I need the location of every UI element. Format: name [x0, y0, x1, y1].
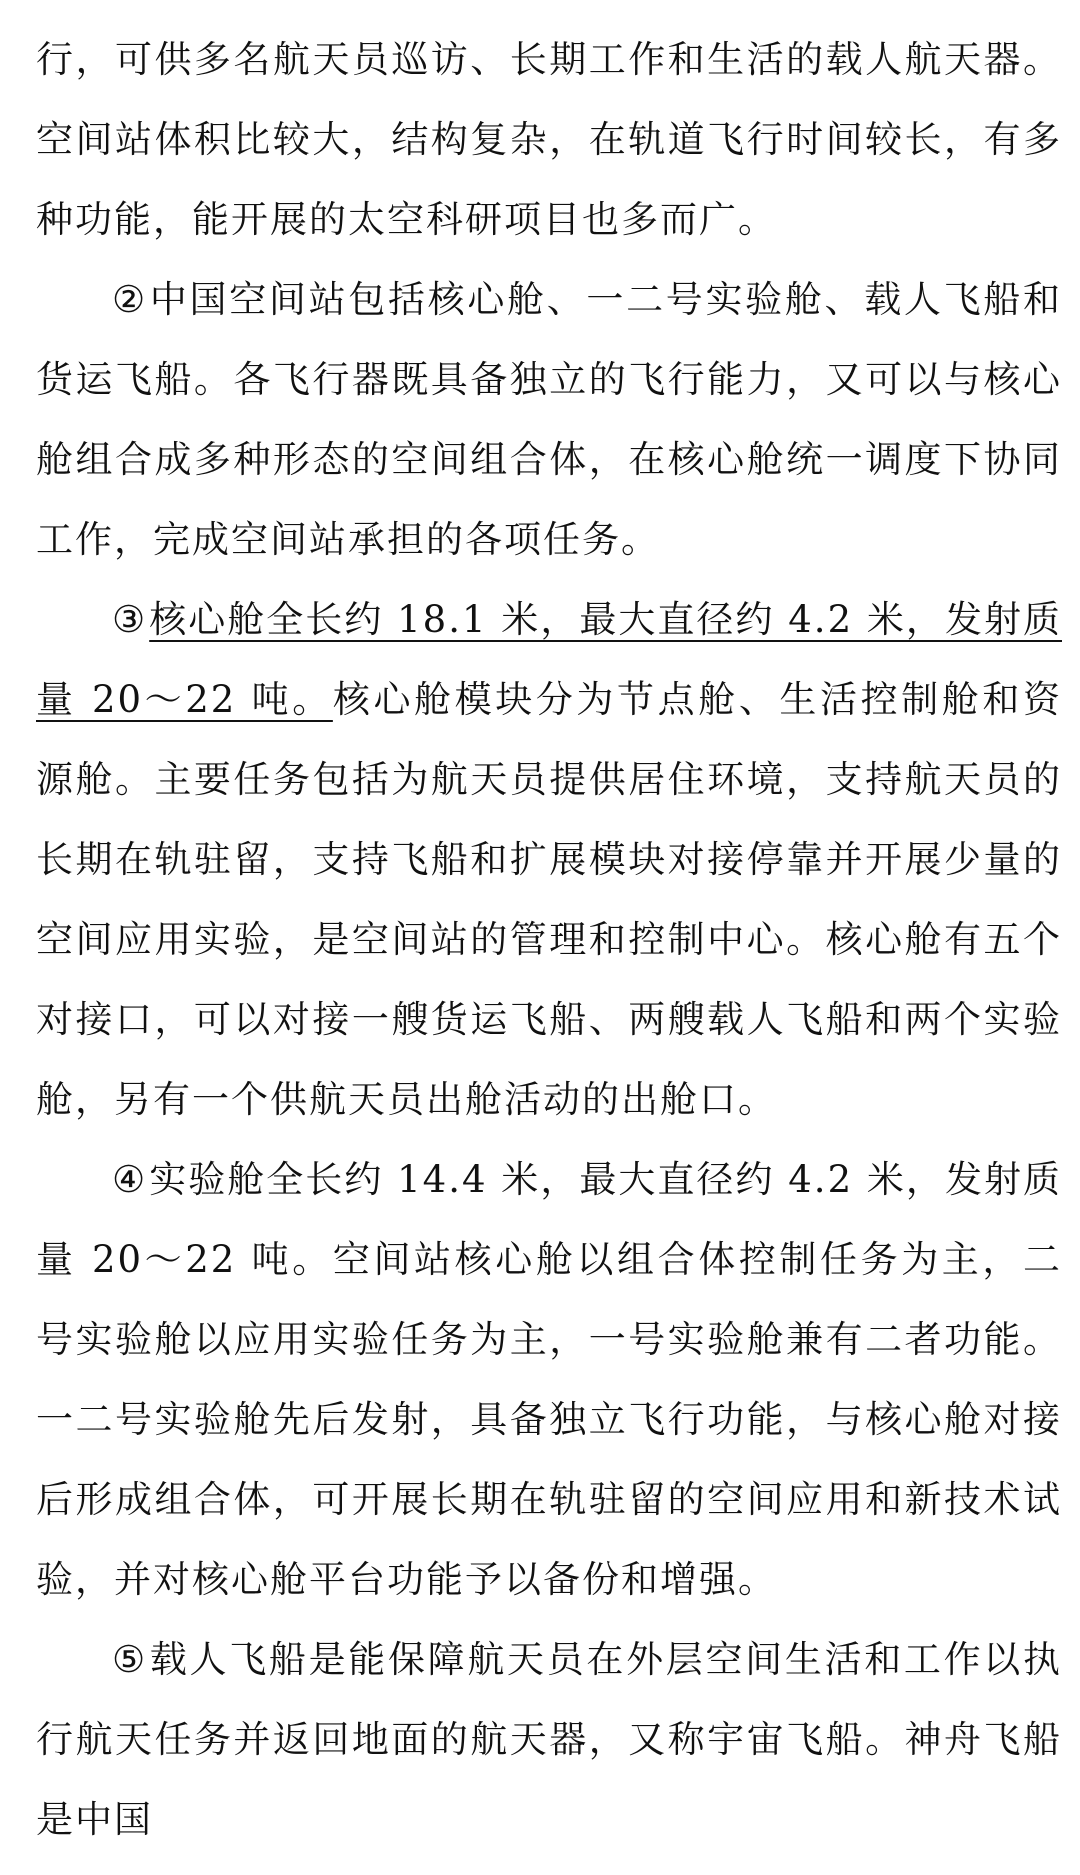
- paragraph-1: [36, 20, 1062, 260]
- paragraph-5: [36, 1620, 1062, 1860]
- paragraph-4-text: 实验舱全长约 14.4 米，最大直径约 4.2 米，发射质量 20～22 吨。空间站核心舱以组合体控制任务为主，二号实验舱以应用实验任务为主，一号实验舱兼有二者功能。一二号实验舱先后发射，具备独立飞行功能，与核心舱对接后形成组合体，可开展长期在轨驻留的空间应用和新技术试验，并对核心舱平台功能予以备份和增强。: [36, 1158, 1062, 1601]
- paragraph-2-text: 中国空间站包括核心舱、一二号实验舱、载人飞船和货运飞船。各飞行器既具备独立的飞行能力，又可以与核心舱组合成多种形态的空间组合体，在核心舱统一调度下协同工作，完成空间站承担的各项任务。: [36, 278, 1062, 561]
- paragraph-3-number: ③: [112, 598, 148, 641]
- paragraph-3: [36, 580, 1062, 1140]
- paragraph-4-number: ④: [112, 1158, 148, 1201]
- paragraph-4: [36, 1140, 1062, 1620]
- paragraph-5-text: 载人飞船是能保障航天员在外层空间生活和工作以执行航天任务并返回地面的航天器，又称宇宙飞船。神舟飞船是中国: [36, 1638, 1062, 1841]
- paragraph-3-text: 核心舱模块分为节点舱、生活控制舱和资源舱。主要任务包括为航天员提供居住环境，支持航天员的长期在轨驻留，支持飞船和扩展模块对接停靠并开展少量的空间应用实验，是空间站的管理和控制中心。核心舱有五个对接口，可以对接一艘货运飞船、两艘载人飞船和两个实验舱，另有一个供航天员出舱活动的出舱口。: [36, 678, 1062, 1121]
- paragraph-1-text: 行，可供多名航天员巡访、长期工作和生活的载人航天器。空间站体积比较大，结构复杂，在轨道飞行时间较长，有多种功能，能开展的太空科研项目也多而广。: [36, 38, 1062, 241]
- paragraph-5-number: ⑤: [112, 1638, 148, 1681]
- paragraph-3-underlined-text: 核心舱全长约 18.1 米，最大直径约 4.2 米，发射质量 20～22 吨。: [36, 598, 1062, 721]
- paragraph-2-number: ②: [112, 278, 148, 321]
- paragraph-2: [36, 260, 1062, 580]
